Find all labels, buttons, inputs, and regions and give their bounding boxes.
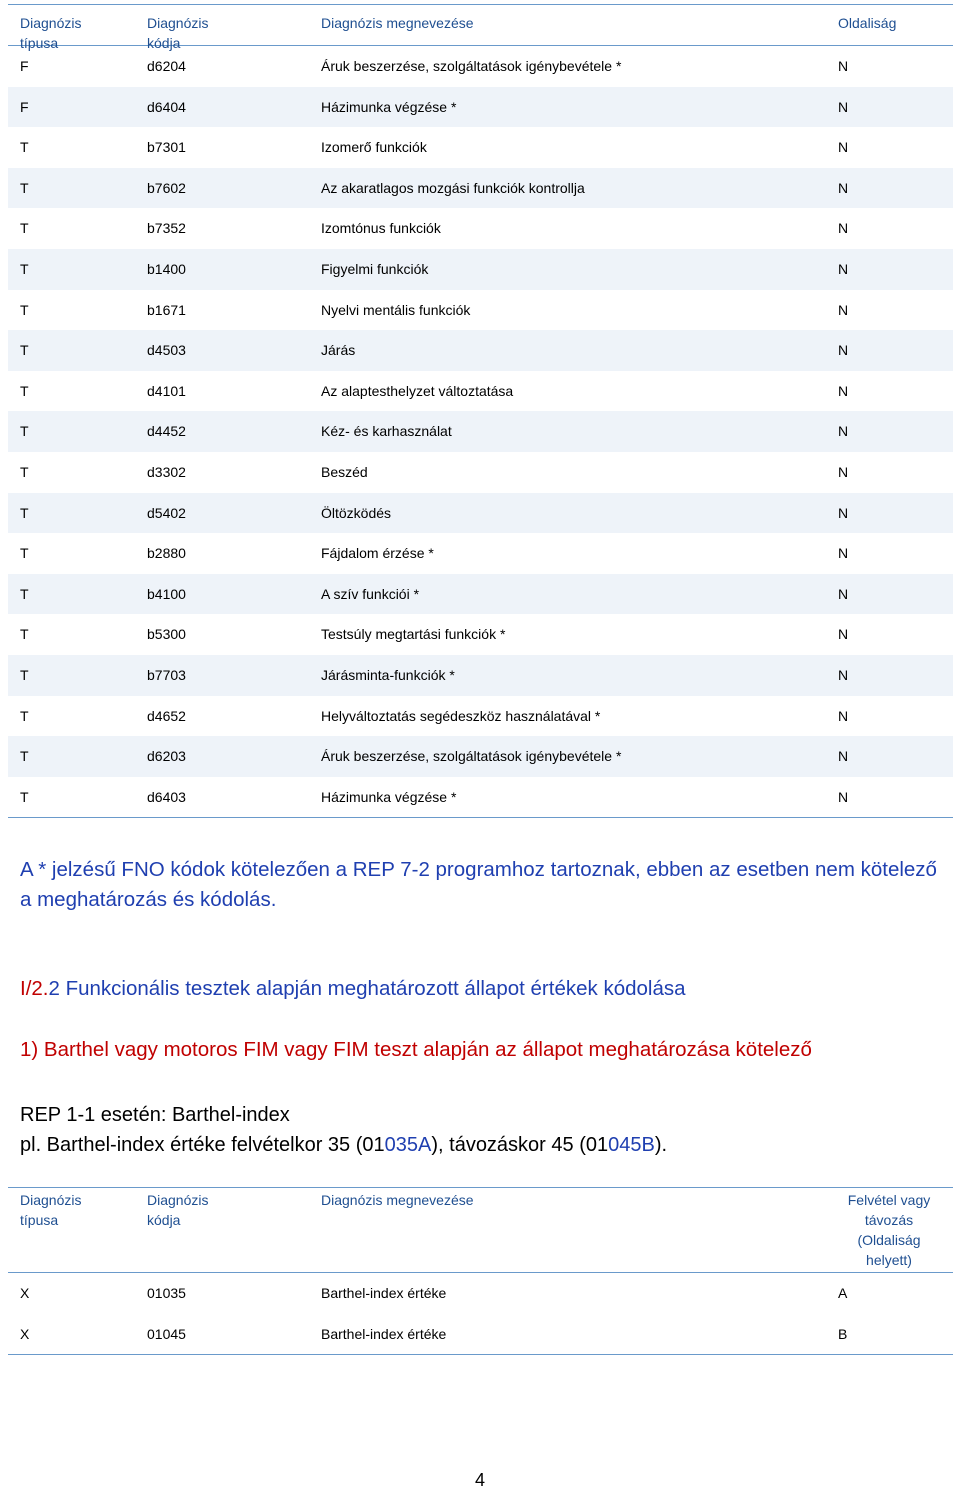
cell-code: b1671 bbox=[147, 301, 186, 318]
cell-name: Az akaratlagos mozgási funkciók kontrollja bbox=[321, 179, 585, 196]
cell-code: b4100 bbox=[147, 585, 186, 602]
table-header bbox=[8, 5, 953, 51]
header-code: Diagnózis kódja bbox=[147, 1192, 209, 1228]
cell-code: d6403 bbox=[147, 788, 186, 805]
cell-code: d4452 bbox=[147, 423, 186, 440]
table-row bbox=[8, 371, 953, 412]
header-name: Diagnózis megnevezése bbox=[321, 1192, 474, 1208]
cell-name: Kéz- és karhasználat bbox=[321, 423, 452, 440]
cell-side: N bbox=[838, 301, 849, 318]
rep-line: REP 1-1 esetén: Barthel-index bbox=[20, 1104, 290, 1126]
cell-code: d6404 bbox=[147, 98, 186, 115]
table-row bbox=[8, 330, 953, 371]
table-row bbox=[8, 696, 953, 737]
cell-side: N bbox=[838, 220, 849, 237]
table-row bbox=[8, 777, 953, 818]
table-row bbox=[8, 46, 953, 87]
header-type: Diagnózis típusa bbox=[20, 1192, 82, 1228]
table-row bbox=[8, 574, 953, 615]
cell-name: Járásminta-funkciók * bbox=[321, 666, 455, 683]
cell-type: T bbox=[20, 585, 29, 602]
cell-name: Járás bbox=[321, 342, 356, 359]
cell-code: d6204 bbox=[147, 58, 186, 74]
cell-type: T bbox=[20, 463, 29, 480]
cell-code: b5300 bbox=[147, 626, 186, 643]
cell-type: X bbox=[20, 1325, 30, 1342]
table-row bbox=[8, 208, 953, 249]
cell-side: N bbox=[838, 423, 849, 440]
section-title: 2 Funkcionális tesztek alapján meghatározott állapot értékek kódolása bbox=[48, 977, 686, 1000]
cell-code: b2880 bbox=[147, 545, 186, 562]
cell-name: Nyelvi mentális funkciók bbox=[321, 301, 471, 318]
cell-type: T bbox=[20, 545, 29, 562]
cell-type: T bbox=[20, 423, 29, 440]
cell-type: T bbox=[20, 504, 29, 521]
cell-name: Az alaptesthelyzet változtatása bbox=[321, 382, 514, 399]
table-row bbox=[8, 127, 953, 168]
table-row bbox=[8, 736, 953, 777]
cell-side: N bbox=[838, 179, 849, 196]
cell-code: b7301 bbox=[147, 139, 186, 156]
cell-val: B bbox=[838, 1325, 848, 1342]
section-number: I/2. bbox=[20, 977, 49, 1000]
cell-side: N bbox=[838, 504, 849, 521]
mandatory-note: A * jelzésű FNO kódok kötelezően a REP 7-2 programhoz tartoznak, ebben az esetben nem kötelező a meghatározás és kódolás. bbox=[20, 858, 937, 911]
cell-type: T bbox=[20, 342, 29, 359]
cell-type: T bbox=[20, 139, 29, 156]
cell-name: Áruk beszerzése, szolgáltatások igénybevétele * bbox=[321, 58, 622, 74]
cell-type: T bbox=[20, 220, 29, 237]
cell-type: X bbox=[20, 1285, 30, 1301]
cell-side: N bbox=[838, 260, 849, 277]
table-header bbox=[8, 1188, 953, 1273]
cell-name: Fájdalom érzése * bbox=[321, 545, 434, 562]
cell-name: Házimunka végzése * bbox=[321, 98, 457, 115]
cell-name: Barthel-index értéke bbox=[321, 1285, 447, 1301]
cell-name: Házimunka végzése * bbox=[321, 788, 457, 805]
cell-code: b7352 bbox=[147, 220, 186, 237]
cell-name: A szív funkciói * bbox=[321, 585, 420, 602]
cell-name: Testsúly megtartási funkciók * bbox=[321, 626, 506, 643]
cell-side: N bbox=[838, 748, 849, 765]
cell-side: N bbox=[838, 58, 849, 74]
cell-side: N bbox=[838, 626, 849, 643]
table-row bbox=[8, 614, 953, 655]
table-row bbox=[8, 452, 953, 493]
cell-name: Áruk beszerzése, szolgáltatások igénybevétele * bbox=[321, 748, 622, 765]
cell-side: N bbox=[838, 463, 849, 480]
cell-type: T bbox=[20, 626, 29, 643]
cell-code: d5402 bbox=[147, 504, 186, 521]
cell-name: Beszéd bbox=[321, 463, 368, 480]
table-body bbox=[8, 1273, 953, 1355]
table-row bbox=[8, 87, 953, 128]
cell-type: F bbox=[20, 98, 29, 115]
table-row bbox=[8, 168, 953, 209]
header-name: Diagnózis megnevezése bbox=[321, 15, 474, 31]
cell-code: b7602 bbox=[147, 179, 186, 196]
cell-type: T bbox=[20, 301, 29, 318]
cell-name: Izomtónus funkciók bbox=[321, 220, 441, 237]
section-heading bbox=[20, 977, 686, 1001]
requirement-line: 1) Barthel vagy motoros FIM vagy FIM teszt alapján az állapot meghatározása kötelező bbox=[20, 1038, 812, 1061]
page-number: 4 bbox=[474, 1470, 485, 1490]
cell-name: Barthel-index értéke bbox=[321, 1325, 447, 1342]
cell-side: N bbox=[838, 382, 849, 399]
cell-type: T bbox=[20, 666, 29, 683]
cell-code: d4101 bbox=[147, 382, 186, 399]
cell-code: d4503 bbox=[147, 342, 186, 359]
cell-code: d3302 bbox=[147, 463, 186, 480]
diagnosis-table-2 bbox=[8, 1187, 953, 1355]
table-row bbox=[8, 655, 953, 696]
cell-code: d6203 bbox=[147, 748, 186, 765]
header-code: Diagnózis kódja bbox=[147, 15, 209, 51]
cell-name: Izomerő funkciók bbox=[321, 139, 427, 156]
header-admission: Felvétel vagy távozás (Oldaliság helyett) bbox=[847, 1192, 931, 1268]
cell-side: N bbox=[838, 139, 849, 156]
table-row bbox=[8, 493, 953, 534]
cell-code: b1400 bbox=[147, 260, 186, 277]
header-side: Oldaliság bbox=[838, 15, 897, 31]
cell-side: N bbox=[838, 342, 849, 359]
table-row bbox=[8, 249, 953, 290]
table-row bbox=[8, 1314, 953, 1355]
table-row bbox=[8, 411, 953, 452]
cell-name: Öltözködés bbox=[321, 504, 392, 521]
cell-side: N bbox=[838, 98, 849, 115]
cell-code: 01045 bbox=[147, 1325, 186, 1342]
cell-type: T bbox=[20, 788, 29, 805]
cell-side: N bbox=[838, 788, 849, 805]
cell-type: T bbox=[20, 707, 29, 724]
table-row bbox=[8, 1273, 953, 1314]
cell-code: b7703 bbox=[147, 666, 186, 683]
cell-side: N bbox=[838, 545, 849, 562]
cell-type: T bbox=[20, 382, 29, 399]
table-row bbox=[8, 290, 953, 331]
header-type: Diagnózis típusa bbox=[20, 15, 82, 51]
rep-example: pl. Barthel-index értéke felvételkor 35 (01035A), távozáskor 45 (01045B). bbox=[20, 1134, 668, 1156]
cell-side: N bbox=[838, 585, 849, 602]
rep-block bbox=[20, 1100, 667, 1160]
cell-type: F bbox=[20, 58, 29, 74]
table-row bbox=[8, 533, 953, 574]
cell-code: d4652 bbox=[147, 707, 186, 724]
cell-type: T bbox=[20, 260, 29, 277]
cell-val: A bbox=[838, 1285, 848, 1301]
cell-name: Figyelmi funkciók bbox=[321, 260, 429, 277]
cell-type: T bbox=[20, 748, 29, 765]
cell-type: T bbox=[20, 179, 29, 196]
diagnosis-table-1 bbox=[8, 4, 953, 818]
cell-code: 01035 bbox=[147, 1285, 186, 1301]
cell-side: N bbox=[838, 707, 849, 724]
cell-side: N bbox=[838, 666, 849, 683]
cell-name: Helyváltoztatás segédeszköz használatával * bbox=[321, 707, 601, 724]
table-body bbox=[8, 46, 953, 818]
